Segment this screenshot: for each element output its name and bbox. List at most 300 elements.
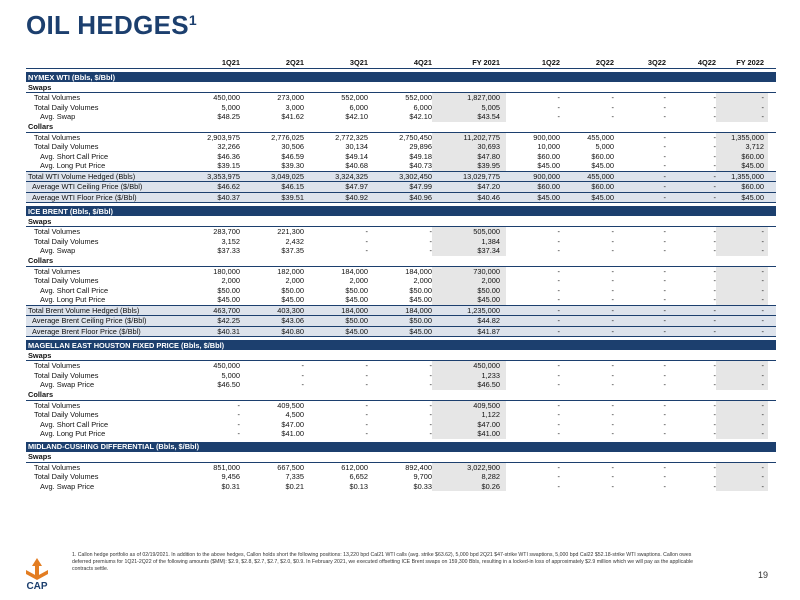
table-cell: 612,000 <box>341 462 368 472</box>
table-cell: - <box>663 462 666 472</box>
table-cell: - <box>365 429 368 439</box>
table-cell: - <box>716 482 768 492</box>
row-label: Average WTI Floor Price ($/Bbl) <box>32 192 137 202</box>
table-cell: - <box>557 410 560 420</box>
table-cell: $60.00 <box>591 151 614 161</box>
table-cell: 5,000 <box>595 142 614 152</box>
table-cell: $50.00 <box>409 316 432 326</box>
column-header: 1Q21 <box>221 58 240 67</box>
callon-logo <box>22 556 52 592</box>
table-cell: - <box>663 132 666 142</box>
table-cell: 9,700 <box>413 472 432 482</box>
table-cell: - <box>663 295 666 305</box>
table-cell: - <box>301 361 304 371</box>
table-cell: - <box>611 276 614 286</box>
table-cell: - <box>713 276 716 286</box>
section-header: MAGELLAN EAST HOUSTON FIXED PRICE (Bbls, $/Bbl) <box>26 340 776 350</box>
table-cell: 10,000 <box>537 142 560 152</box>
table-cell: $40.73 <box>409 161 432 171</box>
table-cell: $40.92 <box>345 192 368 202</box>
table-cell: 5,005 <box>432 103 506 113</box>
table-cell: 1,122 <box>432 410 506 420</box>
table-cell: - <box>611 370 614 380</box>
table-cell: - <box>713 132 716 142</box>
table-cell: - <box>557 236 560 246</box>
table-cell: $0.33 <box>413 481 432 491</box>
table-cell: - <box>663 112 666 122</box>
table-cell: - <box>713 295 716 305</box>
table-cell: - <box>716 429 768 439</box>
table-cell: 2,000 <box>285 276 304 286</box>
table-cell: - <box>663 380 666 390</box>
table-cell: - <box>713 380 716 390</box>
column-header: 3Q22 <box>647 58 666 67</box>
table-cell: $39.30 <box>281 161 304 171</box>
table-cell: $0.26 <box>432 482 506 492</box>
table-cell: - <box>663 142 666 152</box>
row-label: Avg. Long Put Price <box>40 429 106 439</box>
table-cell: - <box>713 472 716 482</box>
table-cell: - <box>713 151 716 161</box>
row-label: Total Volumes <box>34 93 81 103</box>
table-cell: - <box>716 276 768 286</box>
table-cell: 2,772,325 <box>335 132 368 142</box>
page-title-text: OIL HEDGES <box>26 10 189 40</box>
table-row <box>26 472 776 482</box>
section-header: NYMEX WTI (Bbls, $/Bbl) <box>26 72 776 82</box>
table-cell: - <box>611 400 614 410</box>
table-cell: - <box>557 316 560 326</box>
table-cell: - <box>365 246 368 256</box>
subsection-label: Swaps <box>26 350 776 361</box>
table-cell: $45.00 <box>345 295 368 305</box>
table-cell: - <box>663 305 666 315</box>
table-cell: $60.00 <box>591 182 614 192</box>
table-cell: 180,000 <box>213 266 240 276</box>
table-cell: $60.00 <box>537 151 560 161</box>
row-label: Avg. Short Call Price <box>40 151 109 161</box>
table-cell: 273,000 <box>277 93 304 103</box>
table-cell: 29,896 <box>409 142 432 152</box>
table-cell: $40.80 <box>281 326 304 336</box>
table-cell: - <box>301 380 304 390</box>
row-label: Avg. Swap <box>40 112 76 122</box>
table-cell: 892,400 <box>405 462 432 472</box>
row-label: Average WTI Ceiling Price ($/Bbl) <box>32 182 143 192</box>
table-cell: - <box>429 236 432 246</box>
table-cell: 505,000 <box>432 227 506 237</box>
table-cell: - <box>761 326 764 336</box>
table-cell: $45.00 <box>217 295 240 305</box>
table-cell: - <box>713 370 716 380</box>
table-cell: $46.36 <box>217 151 240 161</box>
table-cell: - <box>557 326 560 336</box>
table-cell: $47.80 <box>432 152 506 162</box>
table-row <box>26 103 776 113</box>
table-row <box>26 237 776 247</box>
table-cell: $42.25 <box>217 316 240 326</box>
table-row <box>26 161 776 171</box>
table-cell: - <box>557 266 560 276</box>
table-cell: - <box>716 472 768 482</box>
table-cell: $60.00 <box>741 182 764 192</box>
table-cell: - <box>713 182 716 192</box>
table-cell: 409,500 <box>432 401 506 411</box>
table-cell: - <box>611 285 614 295</box>
table-cell: - <box>557 305 560 315</box>
average-row <box>26 182 776 193</box>
table-cell: - <box>663 472 666 482</box>
table-cell: 2,000 <box>349 276 368 286</box>
table-cell: - <box>429 370 432 380</box>
row-label: Total Daily Volumes <box>34 102 99 112</box>
table-cell: - <box>663 227 666 237</box>
subsection-label: Swaps <box>26 452 776 463</box>
row-label: Avg. Short Call Price <box>40 419 109 429</box>
table-cell: - <box>611 472 614 482</box>
footnote: 1. Callon hedge portfolio as of 02/19/2021. In addition to the above hedges, Callon holds short the following positions: 13,220 bpd Cal21 WTI calls (avg. strike $63.62), 5,000 bpd 2Q21 $47-strike WTI swaptions, 5,000 bpd Cal22 $52.18-strike WTI swaptions. Callon owes deferred premiums for 1Q21-2Q22 of the following amounts ($MM): $2.9, $2.8, $2.7, $2.7, $2.0, $0.9. In February 2021, we executed offsetting ICE Brent swaps on 159,300 Bbls, resulting in a locked-in loss of approximately $2.9 million which we will pay as the applicable contracts settle. <box>72 552 694 572</box>
table-cell: 30,506 <box>281 142 304 152</box>
table-cell: 30,134 <box>345 142 368 152</box>
table-row <box>26 429 776 439</box>
total-row <box>26 171 776 183</box>
row-label: Total Volumes <box>34 227 81 237</box>
table-cell: $45.00 <box>591 161 614 171</box>
table-cell: $0.31 <box>221 481 240 491</box>
table-cell: $39.15 <box>217 161 240 171</box>
table-cell: - <box>557 472 560 482</box>
footer <box>0 548 800 600</box>
table-row <box>26 246 776 256</box>
table-cell: $0.21 <box>285 481 304 491</box>
table-cell: $39.51 <box>281 192 304 202</box>
column-header: 3Q21 <box>349 58 368 67</box>
table-cell: 455,000 <box>587 171 614 181</box>
table-cell: 1,384 <box>432 237 506 247</box>
table-row <box>26 401 776 411</box>
table-cell: - <box>713 93 716 103</box>
table-cell: - <box>557 361 560 371</box>
table-cell: 4,500 <box>285 410 304 420</box>
table-cell: - <box>663 192 666 202</box>
table-cell: 1,355,000 <box>716 133 768 143</box>
table-cell: 463,700 <box>213 305 240 315</box>
table-cell: - <box>713 161 716 171</box>
table-cell: - <box>663 481 666 491</box>
table-cell: - <box>663 276 666 286</box>
table-cell: - <box>611 419 614 429</box>
table-cell: 2,432 <box>285 236 304 246</box>
row-label: Avg. Short Call Price <box>40 285 109 295</box>
table-cell: $50.00 <box>217 285 240 295</box>
table-cell: - <box>237 429 240 439</box>
table-cell: - <box>716 361 768 371</box>
table-cell: 3,000 <box>285 102 304 112</box>
table-cell: - <box>237 400 240 410</box>
table-cell: - <box>429 429 432 439</box>
table-cell: $46.50 <box>217 380 240 390</box>
table-cell: - <box>716 227 768 237</box>
table-cell: 184,000 <box>405 305 432 315</box>
table-cell: - <box>663 285 666 295</box>
table-cell: 667,500 <box>277 462 304 472</box>
table-row <box>26 482 776 492</box>
table-cell: 7,335 <box>285 472 304 482</box>
table-cell: $47.99 <box>409 182 432 192</box>
column-header: 2Q22 <box>595 58 614 67</box>
row-label: Total Daily Volumes <box>34 236 99 246</box>
table-cell: 3,353,975 <box>207 171 240 181</box>
table-cell: 1,355,000 <box>731 171 764 181</box>
table-cell: - <box>713 326 716 336</box>
table-cell: 403,300 <box>277 305 304 315</box>
table-row <box>26 112 776 122</box>
table-cell: - <box>713 102 716 112</box>
table-cell: - <box>663 316 666 326</box>
table-row <box>26 420 776 430</box>
total-row <box>26 305 776 317</box>
table-cell: - <box>663 370 666 380</box>
table-cell: $39.95 <box>432 161 506 171</box>
table-cell: $42.10 <box>345 112 368 122</box>
row-label: Total Daily Volumes <box>34 370 99 380</box>
table-cell: - <box>611 326 614 336</box>
table-cell: - <box>663 171 666 181</box>
column-header: 2Q21 <box>285 58 304 67</box>
table-cell: 8,282 <box>432 472 506 482</box>
table-cell: - <box>761 316 764 326</box>
table-cell: - <box>713 305 716 315</box>
table-cell: - <box>557 112 560 122</box>
table-cell: - <box>663 419 666 429</box>
table-cell: $42.10 <box>409 112 432 122</box>
subsection-label: Swaps <box>26 216 776 227</box>
table-row <box>26 267 776 277</box>
section-header: ICE BRENT (Bbls, $/Bbl) <box>26 206 776 216</box>
table-cell: 184,000 <box>405 266 432 276</box>
column-header-row <box>26 57 776 69</box>
table-cell: - <box>663 400 666 410</box>
row-label: Total Daily Volumes <box>34 472 99 482</box>
table-cell: - <box>716 380 768 390</box>
table-cell: 2,776,025 <box>271 132 304 142</box>
table-cell: - <box>663 182 666 192</box>
table-cell: $40.31 <box>217 326 240 336</box>
table-cell: - <box>713 410 716 420</box>
row-label: Total Daily Volumes <box>34 276 99 286</box>
average-row <box>26 193 776 204</box>
table-cell: - <box>429 246 432 256</box>
table-cell: - <box>713 419 716 429</box>
table-cell: - <box>611 361 614 371</box>
table-cell: 5,000 <box>221 370 240 380</box>
table-cell: - <box>713 246 716 256</box>
table-cell: $41.00 <box>281 429 304 439</box>
table-cell: $45.00 <box>537 192 560 202</box>
table-cell: $45.00 <box>741 192 764 202</box>
table-row <box>26 361 776 371</box>
subsection-label: Collars <box>26 390 776 401</box>
table-cell: $47.00 <box>432 420 506 430</box>
table-row <box>26 152 776 162</box>
table-cell: - <box>429 227 432 237</box>
table-cell: - <box>237 410 240 420</box>
table-cell: $50.00 <box>409 285 432 295</box>
table-cell: 6,000 <box>413 102 432 112</box>
column-header: FY 2021 <box>472 58 500 67</box>
table-cell: - <box>713 112 716 122</box>
table-cell: 9,456 <box>221 472 240 482</box>
table-cell: - <box>429 410 432 420</box>
table-cell: 450,000 <box>213 93 240 103</box>
table-cell: $41.00 <box>432 429 506 439</box>
table-cell: $40.46 <box>477 192 500 202</box>
table-row <box>26 380 776 390</box>
table-cell: 900,000 <box>533 132 560 142</box>
row-label: Average Brent Floor Price ($/Bbl) <box>32 326 141 336</box>
table-row <box>26 276 776 286</box>
title-footnote-marker: 1 <box>188 12 197 28</box>
page-number: 19 <box>757 570 768 580</box>
row-label: Avg. Swap <box>40 246 76 256</box>
table-cell: $46.59 <box>281 151 304 161</box>
table-cell: 184,000 <box>341 305 368 315</box>
table-cell: $45.00 <box>716 161 768 171</box>
table-cell: - <box>716 93 768 103</box>
table-cell: - <box>429 400 432 410</box>
row-label: Total Daily Volumes <box>34 142 99 152</box>
table-row <box>26 463 776 473</box>
table-cell: 450,000 <box>432 361 506 371</box>
table-cell: - <box>716 420 768 430</box>
table-cell: $48.25 <box>217 112 240 122</box>
table-cell: - <box>237 419 240 429</box>
table-cell: - <box>611 410 614 420</box>
average-row <box>26 316 776 327</box>
table-cell: - <box>716 267 768 277</box>
table-cell: - <box>716 237 768 247</box>
table-cell: - <box>557 400 560 410</box>
table-cell: - <box>611 305 614 315</box>
table-cell: - <box>365 410 368 420</box>
table-cell: 182,000 <box>277 266 304 276</box>
table-cell: - <box>663 326 666 336</box>
table-cell: $37.33 <box>217 246 240 256</box>
table-cell: - <box>557 429 560 439</box>
table-cell: - <box>716 463 768 473</box>
table-cell: $43.06 <box>281 316 304 326</box>
table-cell: - <box>663 102 666 112</box>
table-cell: 6,000 <box>349 102 368 112</box>
table-cell: - <box>557 380 560 390</box>
table-cell: - <box>557 462 560 472</box>
table-cell: $45.00 <box>591 192 614 202</box>
section-header: MIDLAND-CUSHING DIFFERENTIAL (Bbls, $/Bbl) <box>26 442 776 452</box>
table-cell: - <box>365 370 368 380</box>
table-cell: 283,700 <box>213 227 240 237</box>
table-cell: - <box>713 285 716 295</box>
table-cell: - <box>365 419 368 429</box>
row-label: Total Volumes <box>34 132 81 142</box>
table-cell: - <box>611 102 614 112</box>
table-cell: - <box>716 286 768 296</box>
table-cell: 6,652 <box>349 472 368 482</box>
table-cell: $49.14 <box>345 151 368 161</box>
table-row <box>26 133 776 143</box>
table-cell: $50.00 <box>281 285 304 295</box>
row-label: Total Daily Volumes <box>34 410 99 420</box>
table-cell: 409,500 <box>277 400 304 410</box>
table-cell: $50.00 <box>345 316 368 326</box>
table-cell: - <box>713 400 716 410</box>
table-cell: - <box>663 93 666 103</box>
table-cell: - <box>716 246 768 256</box>
table-cell: - <box>663 429 666 439</box>
table-cell: - <box>557 227 560 237</box>
table-cell: - <box>429 361 432 371</box>
table-cell: - <box>557 285 560 295</box>
hedge-table <box>26 57 776 491</box>
row-label: Average Brent Ceiling Price ($/Bbl) <box>32 316 147 326</box>
table-cell: 2,000 <box>221 276 240 286</box>
table-cell: $40.37 <box>217 192 240 202</box>
table-cell: 730,000 <box>432 267 506 277</box>
table-cell: 3,712 <box>716 142 768 152</box>
column-header: 4Q21 <box>413 58 432 67</box>
row-label: Total Volumes <box>34 266 81 276</box>
table-cell: - <box>713 429 716 439</box>
table-row <box>26 371 776 381</box>
column-header: FY 2022 <box>736 58 764 67</box>
table-row <box>26 227 776 237</box>
table-cell: - <box>365 361 368 371</box>
table-cell: - <box>716 103 768 113</box>
table-cell: - <box>611 462 614 472</box>
table-cell: - <box>611 246 614 256</box>
table-cell: - <box>713 142 716 152</box>
table-cell: 2,903,975 <box>207 132 240 142</box>
table-cell: $47.20 <box>477 182 500 192</box>
page-title <box>26 10 197 41</box>
table-cell: - <box>611 112 614 122</box>
table-cell: - <box>611 429 614 439</box>
column-header: 1Q22 <box>541 58 560 67</box>
table-cell: $41.87 <box>477 326 500 336</box>
row-label: Avg. Swap Price <box>40 481 95 491</box>
table-cell: $45.00 <box>537 161 560 171</box>
table-cell: 184,000 <box>341 266 368 276</box>
table-cell: 851,000 <box>213 462 240 472</box>
table-cell: 221,300 <box>277 227 304 237</box>
table-cell: $50.00 <box>432 286 506 296</box>
table-cell: - <box>716 112 768 122</box>
table-cell: - <box>716 401 768 411</box>
average-row <box>26 327 776 338</box>
row-label: Avg. Long Put Price <box>40 295 106 305</box>
table-cell: $0.13 <box>349 481 368 491</box>
table-cell: $37.34 <box>432 246 506 256</box>
table-cell: 552,000 <box>341 93 368 103</box>
table-cell: - <box>611 295 614 305</box>
table-row <box>26 295 776 305</box>
table-row <box>26 142 776 152</box>
table-cell: - <box>663 266 666 276</box>
table-cell: $44.82 <box>477 316 500 326</box>
table-cell: - <box>663 246 666 256</box>
table-cell: $50.00 <box>345 285 368 295</box>
table-cell: $47.97 <box>345 182 368 192</box>
table-cell: - <box>611 380 614 390</box>
